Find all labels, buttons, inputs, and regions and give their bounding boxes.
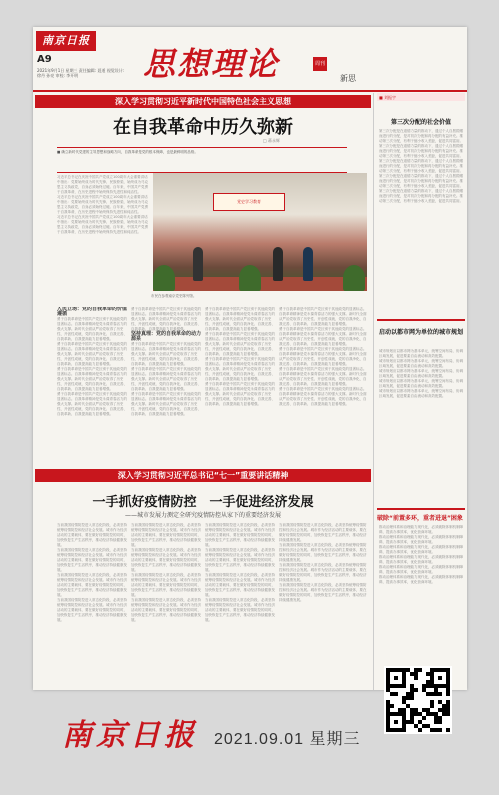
sidebar-author: ■ 刘振宇 (379, 95, 397, 100)
article1-column-1: 人民立场：党的自我革命的价值遵循 勇于自我革命是中国共产党区别于其他政党的显著标志。自我革命精神是党永葆青春活力的强大支撑。新时代全面从严治党取得了历史性、开创性成就，党的自我净化、自我完善、自我革新、自我提高能力显著增强。 勇于自我革命是中国共产党区别于其他政党的显著标志。自我革命精神是党永葆青春活力的强大支撑。新时代全面从严治党取得了历史性、开创性成就，党的自我净化、自我完善、自我革新、自我提高能力显著增强。 勇于自我革命是中国共产党区别于其他政党的显著标志。自我革命精神是党永葆青春活力的强大支撑。新时代全面从严治党取得了历史性、开创性成就，党的自我净化、自我完善、自我革新、自我提高能力显著增强。 勇于自我革命是中国共产党区别于其他政党的显著标志。自我革命精神是党永葆青春活力的强大支撑。新时代全面从严治党取得了历史性、开创性成就，党的自我净化、自我完善、自我革新、自我提高能力显著增强。 (57, 307, 127, 416)
article2-subtitle: ——城市发展力测定全研究疫情防控从家下的重要经济发展 (124, 512, 281, 519)
article1-column-4: 勇于自我革命是中国共产党区别于其他政党的显著标志。自我革命精神是党永葆青春活力的强大支撑。新时代全面从严治党取得了历史性、开创性成就，党的自我净化、自我完善、自我革新、自我提高能力显著增强。 勇于自我革命是中国共产党区别于其他政党的显著标志。自我革命精神是党永葆青春活力的强大支撑。新时代全面从严治党取得了历史性、开创性成就，党的自我净化、自我完善、自我革新、自我提高能力显著增强。 勇于自我革命是中国共产党区别于其他政党的显著标志。自我革命精神是党永葆青春活力的强大支撑。新时代全面从严治党取得了历史性、开创性成就，党的自我净化、自我完善、自我革新、自我提高能力显著增强。 勇于自我革命是中国共产党区别于其他政党的显著标志。自我革命精神是党永葆青春活力的强大支撑。新时代全面从严治党取得了历史性、开创性成就，党的自我净化、自我完善、自我革新、自我提高能力显著增强。 勇于自我革命是中国共产党区别于其他政党的显著标志。自我革命精神是党永葆青春活力的强大支撑。新时代全面从严治党取得了历史性、开创性成就，党的自我净化、自我完善、自我革新、自我提高能力显著增强。 (279, 307, 367, 406)
sidebar-rule-2 (377, 508, 465, 510)
masthead (33, 27, 467, 89)
masthead-meta: 2021年9月1日 星期三 责任编辑: 聂道 视觉设计: 徐丹 孙亮 审校: 李开明 (37, 68, 125, 78)
footer-logo: 南京日报 (62, 718, 198, 753)
section-title: 思想理论 (143, 45, 280, 83)
sidebar-title-1[interactable]: 第三次分配的社会价值 (390, 119, 451, 126)
article1-banner: 深入学习贯彻习近平新时代中国特色社会主义思想 (35, 95, 371, 108)
page-footer (0, 690, 499, 795)
article1-column-3: 勇于自我革命是中国共产党区别于其他政党的显著标志。自我革命精神是党永葆青春活力的强大支撑。新时代全面从严治党取得了历史性、开创性成就，党的自我净化、自我完善、自我革新、自我提高能力显著增强。 勇于自我革命是中国共产党区别于其他政党的显著标志。自我革命精神是党永葆青春活力的强大支撑。新时代全面从严治党取得了历史性、开创性成就，党的自我净化、自我完善、自我革新、自我提高能力显著增强。 勇于自我革命是中国共产党区别于其他政党的显著标志。自我革命精神是党永葆青春活力的强大支撑。新时代全面从严治党取得了历史性、开创性成就，党的自我净化、自我完善、自我革新、自我提高能力显著增强。 勇于自我革命是中国共产党区别于其他政党的显著标志。自我革命精神是党永葆青春活力的强大支撑。新时代全面从严治党取得了历史性、开创性成就，党的自我净化、自我完善、自我革新、自我提高能力显著增强。 (205, 307, 275, 406)
sidebar-body-3: 推动治理体系和治理能力现代化，必须破除体制机制障碍，提高办事效率，优化营商环境。 推动治理体系和治理能力现代化，必须破除体制机制障碍，提高办事效率，优化营商环境。 推动治理体系和治理能力现代化，必须破除体制机制障碍，提高办事效率，优化营商环境。 推动治理体系和治理能力现代化，必须破除体制机制障碍，提高办事效率，优化营商环境。 推动治理体系和治理能力现代化，必须破除体制机制障碍，提高办事效率，优化营商环境。 推动治理体系和治理能力现代化，必须破除体制机制障碍，提高办事效率，优化营商环境。 (379, 525, 463, 584)
article1-column-2: 勇于自我革命是中国共产党区别于其他政党的显著标志。自我革命精神是党永葆青春活力的强大支撑。新时代全面从严治党取得了历史性、开创性成就，党的自我净化、自我完善、自我革新、自我提高能力显著增强。 坚持真理：党的自我革命的动力源泉 勇于自我革命是中国共产党区别于其他政党的显著标志。自我革命精神是党永葆青春活力的强大支撑。新时代全面从严治党取得了历史性、开创性成就，党的自我净化、自我完善、自我革新、自我提高能力显著增强。 勇于自我革命是中国共产党区别于其他政党的显著标志。自我革命精神是党永葆青春活力的强大支撑。新时代全面从严治党取得了历史性、开创性成就，党的自我净化、自我完善、自我革新、自我提高能力显著增强。 勇于自我革命是中国共产党区别于其他政党的显著标志。自我革命精神是党永葆青春活力的强大支撑。新时代全面从严治党取得了历史性、开创性成就，党的自我净化、自我完善、自我革新、自我提高能力显著增强。 (131, 307, 201, 416)
photo-sign: 党史学习教育 (213, 193, 285, 211)
main-column (33, 93, 373, 690)
article1-lead: ■ 确立新时代党建的主导思想和战略方向，自我革命是党的根本保障，也是最鲜明的品格。 (57, 147, 347, 173)
issue-date: 2021.09.01 星期三 (214, 731, 361, 748)
article1-photo (153, 173, 367, 291)
sidebar-title-3[interactable]: 破除“前置多环，重者进退”困象 (377, 515, 463, 522)
article1-byline: □ 蒋永辉 (263, 138, 281, 143)
article2-column-3: 当前我国疫情防控进入常态化阶段，必须坚持统筹疫情防控和经济社会发展。城市作为经济活动的主要载体，要在做好疫情防控的同时，加快恢复生产生活秩序，推动经济持续健康发展。 当前我国疫情防控进入常态化阶段，必须坚持统筹疫情防控和经济社会发展。城市作为经济活动的主要载体，要在做好疫情防控的同时，加快恢复生产生活秩序，推动经济持续健康发展。 当前我国疫情防控进入常态化阶段，必须坚持统筹疫情防控和经济社会发展。城市作为经济活动的主要载体，要在做好疫情防控的同时，加快恢复生产生活秩序，推动经济持续健康发展。 当前我国疫情防控进入常态化阶段，必须坚持统筹疫情防控和经济社会发展。城市作为经济活动的主要载体，要在做好疫情防控的同时，加快恢复生产生活秩序，推动经济持续健康发展。 (205, 523, 275, 622)
sidebar-body-2: 城市规划应以都市网为基本单元，统筹空间布局，协调区域发展，促进要素自由流动和高效配置。 城市规划应以都市网为基本单元，统筹空间布局，协调区域发展，促进要素自由流动和高效配置。 城市规划应以都市网为基本单元，统筹空间布局，协调区域发展，促进要素自由流动和高效配置。 城市规划应以都市网为基本单元，统筹空间布局，协调区域发展，促进要素自由流动和高效配置。 城市规划应以都市网为基本单元，统筹空间布局，协调区域发展，促进要素自由流动和高效配置。 (379, 349, 463, 398)
article2-column-4: 当前我国疫情防控进入常态化阶段，必须坚持统筹疫情防控和经济社会发展。城市作为经济活动的主要载体，要在做好疫情防控的同时，加快恢复生产生活秩序，推动经济持续健康发展。 当前我国疫情防控进入常态化阶段，必须坚持统筹疫情防控和经济社会发展。城市作为经济活动的主要载体，要在做好疫情防控的同时，加快恢复生产生活秩序，推动经济持续健康发展。 当前我国疫情防控进入常态化阶段，必须坚持统筹疫情防控和经济社会发展。城市作为经济活动的主要载体，要在做好疫情防控的同时，加快恢复生产生活秩序，推动经济持续健康发展。 当前我国疫情防控进入常态化阶段，必须坚持统筹疫情防控和经济社会发展。城市作为经济活动的主要载体，要在做好疫情防控的同时，加快恢复生产生活秩序，推动经济持续健康发展。 (279, 523, 367, 602)
newspaper-logo: 南京日报 (36, 31, 96, 51)
sidebar-body-1: 第三次分配是在道德力量的推动下，通过个人自愿捐赠而进行的分配，是对初次分配和再分配的有益补充。推动第三次分配，有利于缩小收入差距，促进共同富裕。 第三次分配是在道德力量的推动下，通过个人自愿捐赠而进行的分配，是对初次分配和再分配的有益补充。推动第三次分配，有利于缩小收入差距，促进共同富裕。 第三次分配是在道德力量的推动下，通过个人自愿捐赠而进行的分配，是对初次分配和再分配的有益补充。推动第三次分配，有利于缩小收入差距，促进共同富裕。 第三次分配是在道德力量的推动下，通过个人自愿捐赠而进行的分配，是对初次分配和再分配的有益补充。推动第三次分配，有利于缩小收入差距，促进共同富裕。 第三次分配是在道德力量的推动下，通过个人自愿捐赠而进行的分配，是对初次分配和再分配的有益补充。推动第三次分配，有利于缩小收入差距，促进共同富裕。 (379, 129, 463, 203)
masthead-rule (33, 90, 467, 92)
page-number: A9 (37, 54, 52, 65)
newspaper-page (33, 27, 467, 690)
article2-banner: 深入学习贯彻习近平总书记“七一”重要讲话精神 (35, 469, 371, 482)
sidebar-rule-1 (377, 319, 465, 321)
article2-column-1: 当前我国疫情防控进入常态化阶段，必须坚持统筹疫情防控和经济社会发展。城市作为经济活动的主要载体，要在做好疫情防控的同时，加快恢复生产生活秩序，推动经济持续健康发展。 当前我国疫情防控进入常态化阶段，必须坚持统筹疫情防控和经济社会发展。城市作为经济活动的主要载体，要在做好疫情防控的同时，加快恢复生产生活秩序，推动经济持续健康发展。 当前我国疫情防控进入常态化阶段，必须坚持统筹疫情防控和经济社会发展。城市作为经济活动的主要载体，要在做好疫情防控的同时，加快恢复生产生活秩序，推动经济持续健康发展。 当前我国疫情防控进入常态化阶段，必须坚持统筹疫情防控和经济社会发展。城市作为经济活动的主要载体，要在做好疫情防控的同时，加快恢复生产生活秩序，推动经济持续健康发展。 (57, 523, 127, 622)
photo-caption: 市民在参观南京党史陈列馆。 (151, 294, 197, 298)
qr-code[interactable] (384, 666, 452, 734)
article2-column-2: 当前我国疫情防控进入常态化阶段，必须坚持统筹疫情防控和经济社会发展。城市作为经济活动的主要载体，要在做好疫情防控的同时，加快恢复生产生活秩序，推动经济持续健康发展。 当前我国疫情防控进入常态化阶段，必须坚持统筹疫情防控和经济社会发展。城市作为经济活动的主要载体，要在做好疫情防控的同时，加快恢复生产生活秩序，推动经济持续健康发展。 当前我国疫情防控进入常态化阶段，必须坚持统筹疫情防控和经济社会发展。城市作为经济活动的主要载体，要在做好疫情防控的同时，加快恢复生产生活秩序，推动经济持续健康发展。 当前我国疫情防控进入常态化阶段，必须坚持统筹疫情防控和经济社会发展。城市作为经济活动的主要载体，要在做好疫情防控的同时，加快恢复生产生活秩序，推动经济持续健康发展。 (131, 523, 201, 622)
article1-body: 习近平总书记在庆祝中国共产党成立100周年大会重要讲话中指出：党要始终成为时代先锋、民族脊梁，始终成为马克思主义执政党，自身必须始终过硬。百年来，中国共产党勇于自我革命，在历史进程中始终保持先进性和纯洁性。 习近平总书记在庆祝中国共产党成立100周年大会重要讲话中指出：党要始终成为时代先锋、民族脊梁，始终成为马克思主义执政党，自身必须始终过硬。百年来，中国共产党勇于自我革命，在历史进程中始终保持先进性和纯洁性。 习近平总书记在庆祝中国共产党成立100周年大会重要讲话中指出：党要始终成为时代先锋、民族脊梁，始终成为马克思主义执政党，自身必须始终过硬。百年来，中国共产党勇于自我革命，在历史进程中始终保持先进性和纯洁性。 (57, 175, 148, 234)
sidebar-title-2[interactable]: 启动以都市网为单位的城市规划 (378, 329, 463, 336)
article1-title[interactable]: 在自我革命中历久弥新 (113, 117, 293, 138)
column-divider (373, 93, 374, 690)
sidebar (377, 93, 465, 690)
article2-title[interactable]: 一手抓好疫情防控 一手促进经济发展 (92, 495, 314, 510)
section-badge: 周刊 (313, 57, 327, 71)
section-subtitle: 新思 (340, 74, 356, 83)
